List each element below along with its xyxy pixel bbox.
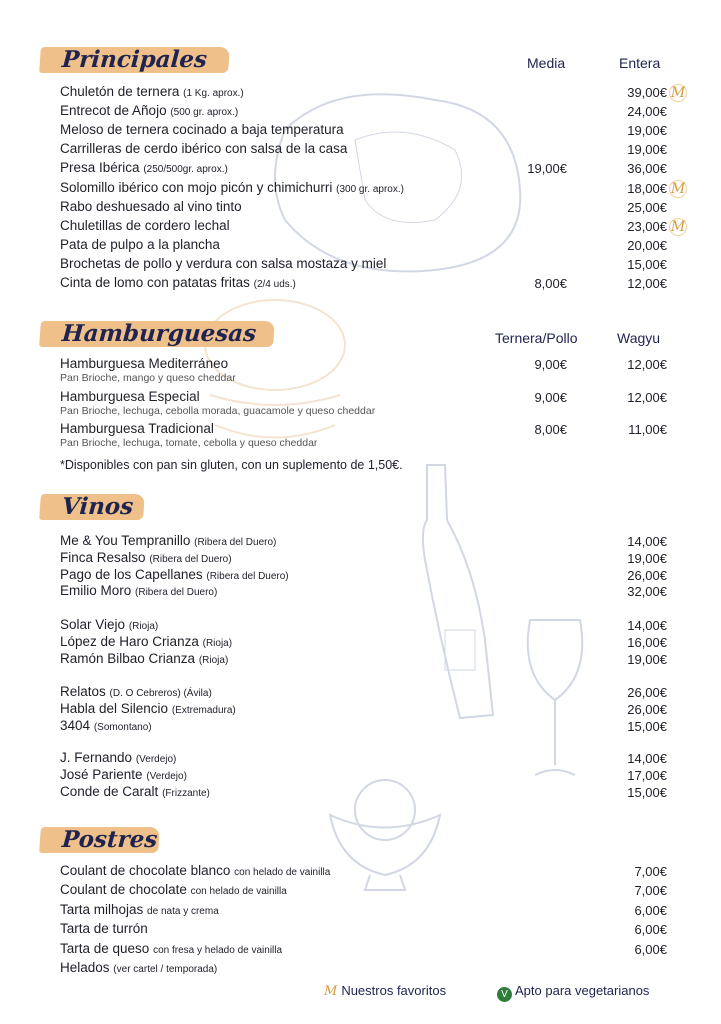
price-entera: 14,00€: [627, 534, 667, 549]
item-note: con helado de vainilla: [190, 886, 287, 898]
item-name: Tarta de turrón: [60, 921, 148, 937]
item-note: (Verdejo): [146, 770, 187, 782]
legend-vegetarian-label: Apto para vegetarianos: [515, 983, 650, 998]
item-note: (Rioja): [128, 621, 159, 632]
item-name: Habla del Silencio: [60, 700, 169, 716]
item-note: (Extremadura): [171, 704, 236, 716]
menu-item: [60, 533, 670, 548]
menu-item: [60, 583, 670, 598]
item-name: Hamburguesa Tradicional: [60, 421, 214, 436]
menu-item: [60, 750, 670, 765]
menu-item: [60, 634, 670, 649]
item-name: Coulant de chocolate: [60, 882, 187, 898]
menu-item: [60, 218, 670, 233]
item-name: José Pariente: [60, 766, 143, 782]
price-entera: 24,00€: [627, 104, 667, 120]
item-name: Conde de Caralt: [60, 783, 159, 799]
legend-favorites-label: Nuestros favoritos: [341, 983, 447, 998]
item-note: (1 Kg. aprox.): [183, 88, 244, 99]
price-entera: 19,00€: [627, 142, 667, 158]
menu-item: [60, 784, 670, 799]
menu-item: [60, 550, 670, 565]
price-entera: 15,00€: [627, 784, 667, 800]
price-entera: 19,00€: [627, 651, 667, 667]
price-media: 19,00€: [527, 161, 567, 177]
menu-item: [60, 389, 670, 404]
menu-item: [60, 256, 670, 271]
item-name: J. Fernando: [60, 750, 133, 765]
menu-item: [60, 103, 670, 118]
price-entera: 6,00€: [634, 922, 667, 938]
item-name: Carrilleras de cerdo ibérico con salsa de la casa: [60, 141, 348, 157]
legend-vegetarian: [497, 983, 649, 1002]
favorite-m-icon: M: [670, 180, 686, 197]
menu-item: [60, 941, 670, 956]
item-name: Solar Viejo: [60, 617, 126, 632]
item-name: Hamburguesa Especial: [60, 388, 200, 404]
menu-item: [60, 141, 670, 156]
item-note: con fresa y helado de vainilla: [153, 944, 283, 956]
item-name: Presa Ibérica: [60, 160, 140, 176]
price-entera: 12,00€: [627, 276, 667, 291]
section-title-vinos: Vinos: [39, 494, 145, 520]
favorite-m-icon: M: [324, 984, 338, 999]
price-entera: 6,00€: [634, 941, 667, 957]
price-entera: 14,00€: [627, 618, 667, 633]
price-entera: 26,00€: [627, 567, 667, 583]
price-entera: 19,00€: [627, 123, 667, 139]
item-name: Meloso de ternera cocinado a baja temperatura: [60, 122, 344, 138]
menu-item: [60, 199, 670, 214]
menu-item: [60, 651, 670, 666]
section-title-hamburguesas: Hamburguesas: [39, 321, 275, 347]
menu-item: [60, 767, 670, 782]
menu-item: [60, 356, 670, 371]
price-entera: 23,00€: [627, 218, 667, 234]
price-entera: 6,00€: [634, 902, 667, 918]
item-name: Cinta de lomo con patatas fritas: [60, 275, 250, 290]
item-note: (Verdejo): [135, 754, 177, 765]
price-entera: 25,00€: [627, 199, 667, 215]
menu-item: [60, 122, 670, 137]
item-name: Coulant de chocolate blanco: [60, 863, 231, 878]
price-entera: 17,00€: [627, 767, 667, 783]
column-header-media: Media: [527, 55, 566, 71]
menu-item: [60, 718, 670, 733]
item-note: (300 gr. aprox.): [336, 183, 404, 195]
item-name: Emilio Moro: [60, 583, 132, 599]
item-name: Chuletillas de cordero lechal: [60, 217, 230, 233]
favorite-m-icon: M: [670, 218, 686, 235]
item-note: (Rioja): [202, 637, 233, 649]
price-media: 8,00€: [534, 276, 567, 291]
item-name: Brochetas de pollo y verdura con salsa mostaza y miel: [60, 255, 387, 271]
price-entera: 7,00€: [634, 864, 667, 879]
item-name: Pago de los Capellanes: [60, 566, 203, 582]
item-description: Pan Brioche, lechuga, cebolla morada, guacamole y queso cheddar: [60, 404, 376, 417]
price-entera: 7,00€: [634, 883, 667, 899]
item-name: Rabo deshuesado al vino tinto: [60, 198, 242, 214]
item-description: Pan Brioche, mango y queso cheddar: [60, 372, 236, 384]
item-name: López de Haro Crianza: [60, 633, 199, 649]
item-note: (Ribera del Duero): [194, 537, 277, 548]
item-note: (2/4 uds.): [253, 279, 296, 290]
menu-item: [60, 421, 670, 436]
menu-item: [60, 684, 670, 699]
item-name: Chuletón de ternera: [60, 84, 180, 99]
menu-item: [60, 882, 670, 897]
price-entera: 18,00€: [627, 180, 667, 196]
menu-item: [60, 701, 670, 716]
menu-item: [60, 180, 670, 195]
item-name: Tarta milhojas: [60, 901, 144, 917]
item-name: Pata de pulpo a la plancha: [60, 236, 220, 252]
column-header-ternera-pollo: Ternera/Pollo: [495, 330, 578, 346]
price-media: 9,00€: [534, 389, 567, 405]
item-note: (Somontano): [93, 721, 152, 733]
item-name: Entrecot de Añojo: [60, 103, 167, 119]
item-note: (ver cartel / temporada): [113, 964, 218, 975]
column-header-wagyu: Wagyu: [617, 330, 661, 346]
menu-item: [60, 921, 670, 936]
price-media: 8,00€: [534, 422, 567, 437]
price-entera: 14,00€: [627, 751, 667, 766]
section-title-postres: Postres: [39, 827, 160, 853]
item-name: Helados: [60, 960, 110, 975]
vegetarian-icon: V: [497, 987, 512, 1002]
price-entera: 20,00€: [627, 237, 667, 253]
price-entera: 15,00€: [627, 256, 667, 272]
menu-item: [60, 863, 670, 878]
price-entera: 11,00€: [628, 422, 667, 437]
item-name: Me & You Tempranillo: [60, 533, 191, 548]
item-name: Finca Resalso: [60, 549, 146, 565]
item-note: (Ribera del Duero): [149, 553, 232, 565]
item-description: Pan Brioche, lechuga, tomate, cebolla y queso cheddar: [60, 437, 318, 449]
item-name: Tarta de queso: [60, 940, 150, 956]
price-entera: 32,00€: [627, 584, 667, 600]
item-note: (Rioja): [198, 654, 229, 666]
gluten-free-note: *Disponibles con pan sin gluten, con un suplemento de 1,50€.: [60, 458, 403, 472]
menu-item: [60, 160, 670, 175]
menu-item: [60, 275, 670, 290]
price-entera: 15,00€: [627, 718, 667, 734]
item-note: (250/500gr. aprox.): [143, 164, 228, 176]
price-entera: 12,00€: [627, 389, 667, 405]
menu-item: [60, 237, 670, 252]
item-name: Solomillo ibérico con mojo picón y chimichurri: [60, 179, 333, 195]
item-name: Hamburguesa Mediterráneo: [60, 356, 229, 371]
menu-item: [60, 567, 670, 582]
item-name: Relatos: [60, 684, 106, 699]
legend-favorites: [324, 983, 446, 999]
menu-item: [60, 960, 670, 975]
item-note: (Ribera del Duero): [135, 587, 218, 599]
item-note: (Ribera del Duero): [206, 570, 289, 582]
section-title-principales: Principales: [39, 47, 230, 73]
item-note: de nata y crema: [147, 905, 219, 917]
price-entera: 26,00€: [627, 685, 667, 700]
menu-item: [60, 617, 670, 632]
menu-item: [60, 84, 670, 99]
item-note: (Frizzante): [162, 787, 210, 799]
price-entera: 36,00€: [627, 161, 667, 177]
price-entera: 12,00€: [627, 357, 667, 372]
item-name: 3404: [60, 717, 91, 733]
menu-item: [60, 902, 670, 917]
column-header-entera: Entera: [619, 55, 661, 71]
price-entera: 19,00€: [627, 550, 667, 566]
item-note: con helado de vainilla: [234, 867, 331, 878]
item-note: (500 gr. aprox.): [170, 107, 239, 119]
price-media: 9,00€: [534, 357, 567, 372]
price-entera: 16,00€: [627, 634, 667, 650]
price-entera: 39,00€: [627, 85, 667, 100]
item-note: (D. O Cebreros) (Ávila): [109, 688, 212, 699]
item-name: Ramón Bilbao Crianza: [60, 650, 196, 666]
price-entera: 26,00€: [627, 701, 667, 717]
favorite-m-icon: M: [670, 85, 686, 101]
